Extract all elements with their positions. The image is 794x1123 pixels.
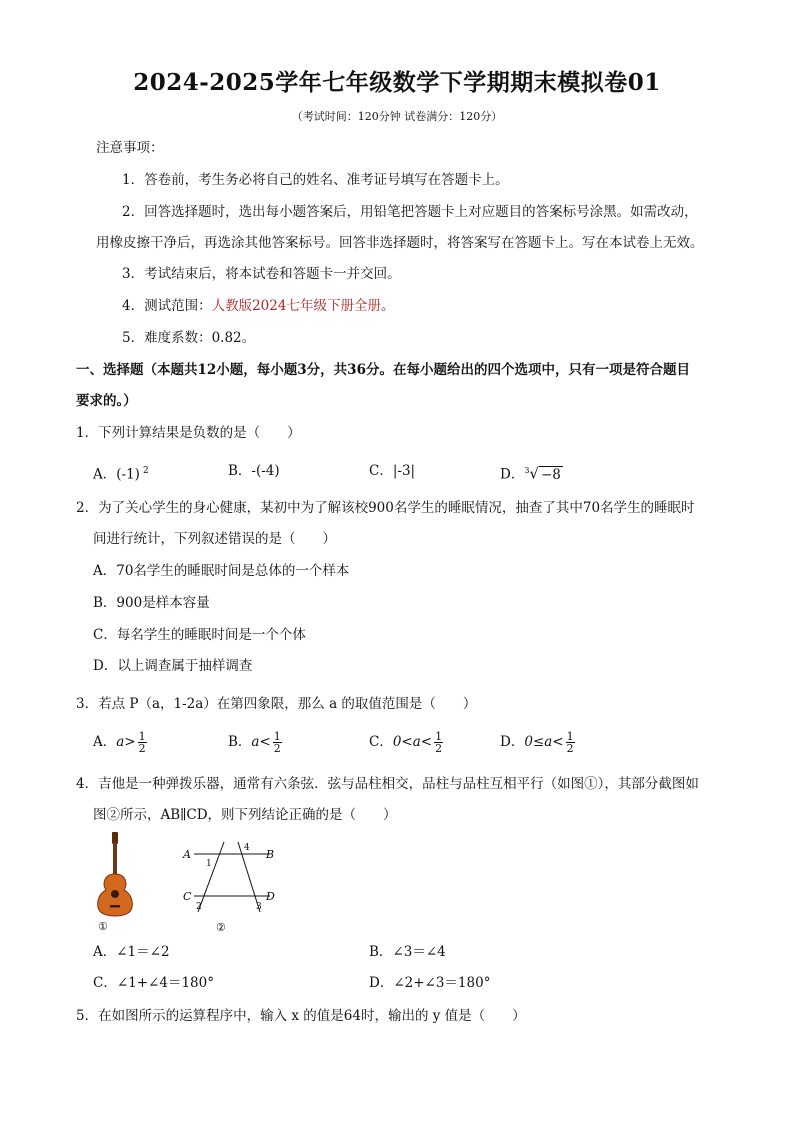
q1-option-d [500, 460, 563, 486]
q1-option-c: C．|-3| [369, 463, 416, 479]
q3-option-d [500, 731, 575, 754]
q1-option-a-base: A．(-1) [93, 466, 140, 483]
guitar-figure [90, 830, 140, 934]
angle-4-label: 4 [244, 843, 250, 853]
page-title: 2024-2025学年七年级数学下学期期末模拟卷01 [133, 69, 661, 96]
q4-option-b: B．∠3＝∠4 [369, 944, 446, 960]
q3-option-b-label: B． [228, 734, 252, 750]
q3-option-d-expr: 0≤a< [524, 734, 564, 750]
fraction-numerator: 1 [273, 730, 281, 743]
point-c-label: C [183, 890, 192, 903]
radical-sign-icon: √ [529, 464, 539, 483]
fraction-denominator: 2 [138, 742, 146, 755]
guitar-soundhole [111, 890, 119, 898]
fraction-denominator: 2 [435, 742, 443, 755]
q3-stem: 3．若点 P（a，1-2a）在第四象限，那么 a 的取值范围是（ ） [76, 696, 477, 712]
q4-stem-line1: 4．吉他是一种弹拨乐器，通常有六条弦．弦与品柱相交，品柱与品柱互相平行（如图①），其部分截图如 [76, 776, 699, 792]
q1-stem: 1．下列计算结果是负数的是（ ） [76, 425, 301, 441]
figure2-label: ② [216, 921, 226, 934]
section1-heading-line2: 要求的。） [76, 393, 137, 409]
note-5: 5．难度系数：0.82。 [122, 330, 256, 346]
guitar-bridge [110, 905, 120, 908]
fraction-numerator: 1 [435, 730, 443, 743]
note-4-range: 人教版2024七年级下册全册 [211, 298, 381, 314]
angle-2-label: 2 [196, 902, 202, 912]
note-2-line2: 用橡皮擦干净后，再选涂其他答案标号。回答非选择题时，将答案写在答题卡上。写在本试卷上无效。 [96, 235, 704, 251]
section1-heading-line1: 一、选择题（本题共12小题，每小题3分，共36分。在每小题给出的四个选项中，只有一项是符合题目 [76, 362, 690, 378]
fraction [434, 731, 443, 754]
q1-option-d-label: D． [500, 466, 525, 483]
q3-option-b [228, 731, 282, 754]
q1-option-d-root-index: 3 [524, 466, 530, 475]
fraction-numerator: 1 [138, 730, 146, 743]
q3-option-c-expr: 0<a< [392, 734, 433, 750]
note-4-suffix: 。 [380, 298, 395, 314]
note-3: 3．考试结束后，将本试卷和答题卡一并交回。 [122, 266, 401, 282]
q2-option-c: C．每名学生的睡眠时间是一个个体 [93, 627, 306, 643]
q2-stem-line2: 间进行统计，下列叙述错误的是（ ） [93, 531, 336, 547]
angle-1-label: 1 [206, 859, 212, 869]
fraction-denominator: 2 [566, 742, 574, 755]
fraction-numerator: 1 [566, 730, 574, 743]
point-a-label: A [183, 848, 191, 861]
q2-stem-line1: 2．为了关心学生的身心健康，某初中为了解该校900名学生的睡眠情况，抽查了其中70名学生的睡眠时 [76, 500, 695, 516]
q3-option-a-label: A． [93, 734, 117, 750]
q2-option-b: B．900是样本容量 [93, 595, 210, 611]
note-1: 1．答卷前，考生务必将自己的姓名、准考证号填写在答题卡上。 [122, 172, 509, 188]
note-4-prefix: 4．测试范围： [122, 298, 212, 314]
q2-option-a: A．70名学生的睡眠时间是总体的一个样本 [93, 563, 350, 579]
point-d-label: D [266, 890, 275, 903]
fraction [138, 731, 147, 754]
fraction [566, 731, 575, 754]
fraction-denominator: 2 [273, 742, 281, 755]
q3-option-c [369, 731, 443, 754]
q5-stem: 5．在如图所示的运算程序中，输入 x 的值是64时，输出的 y 值是（ ） [76, 1008, 526, 1024]
point-b-label: B [266, 848, 275, 861]
q4-option-d: D．∠2+∠3＝180° [369, 975, 491, 991]
q1-option-a-exponent: 2 [142, 466, 149, 476]
q3-option-a [93, 731, 147, 754]
fraction [273, 731, 282, 754]
transversal-left [198, 842, 224, 912]
q1-option-d-radicand: −8 [540, 466, 561, 483]
q3-option-c-label: C． [369, 734, 393, 750]
q4-option-a: A．∠1＝∠2 [93, 944, 170, 960]
q3-option-d-label: D． [500, 734, 525, 750]
q4-option-c: C．∠1+∠4＝180° [93, 975, 214, 991]
notes-heading: 注意事项： [96, 140, 164, 156]
note-4 [122, 296, 394, 316]
q1-option-a [93, 460, 149, 486]
angle-3-label: 3 [256, 902, 262, 912]
q1-option-b: B．-(-4) [228, 463, 280, 479]
q2-option-d: D．以上调查属于抽样调查 [93, 658, 253, 674]
q4-stem-line2: 图②所示，AB∥CD，则下列结论正确的是（ ） [93, 807, 397, 823]
q3-option-b-expr: a< [251, 734, 271, 750]
exam-info: （考试时间：120分钟 试卷满分：120分） [291, 110, 503, 123]
figure1-label: ① [98, 920, 108, 933]
parallel-lines-figure [180, 838, 280, 934]
note-2-line1: 2．回答选择题时，选出每小题答案后，用铅笔把答题卡上对应题目的答案标号涂黑。如需改动， [122, 204, 698, 220]
q3-option-a-expr: a> [116, 734, 136, 750]
